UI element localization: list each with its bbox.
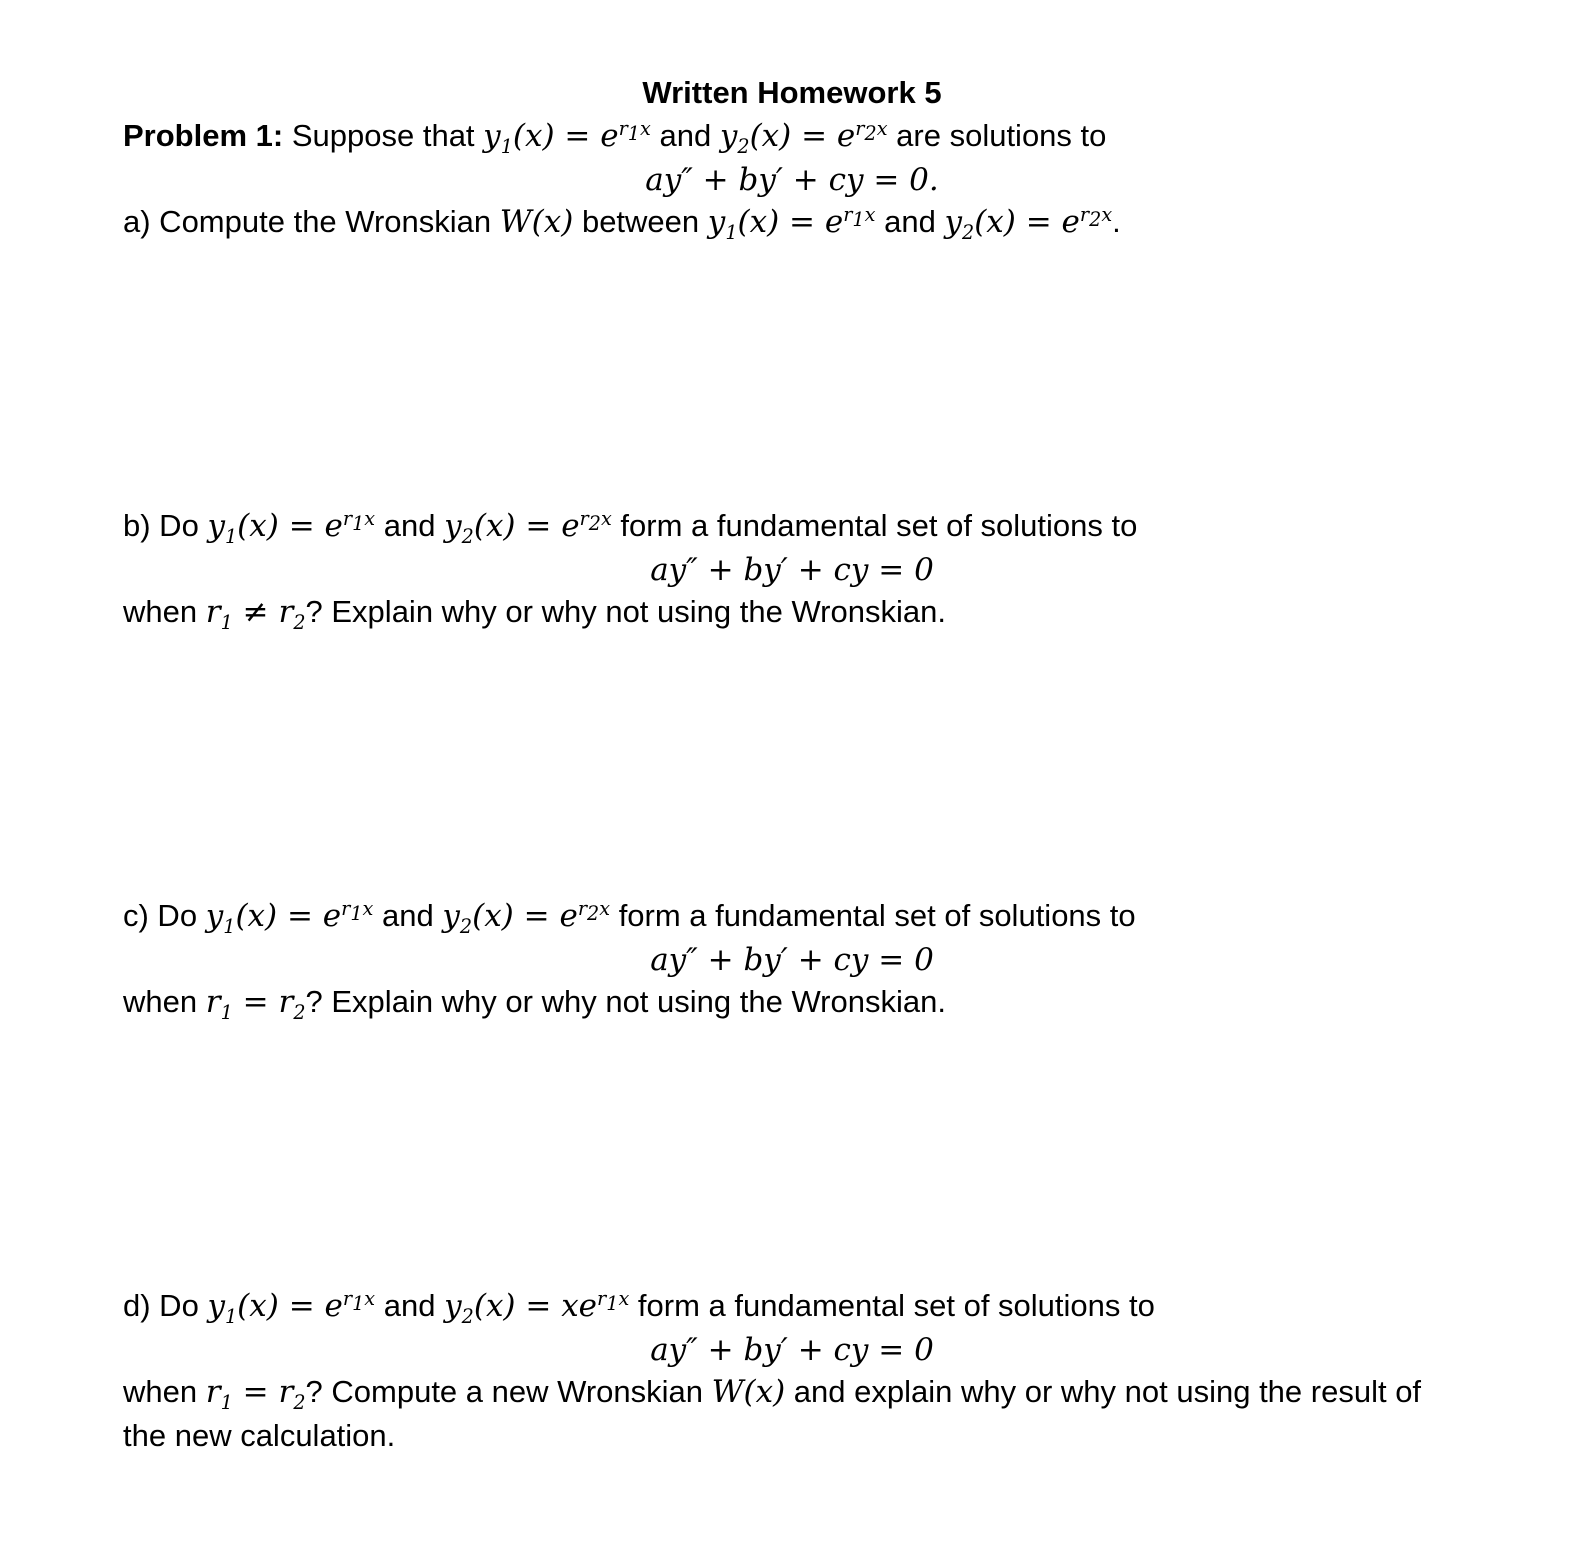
problem-1-label: Problem 1: — [123, 118, 284, 153]
part-c-question: c) Do $y_1(x) = e^{r_1x}$ and $y_2(x) = e^{r_2x}$ form a fundamental set of solutions to — [123, 896, 1136, 939]
math-y1: $y_1(x) = e^{r_1x}$ — [483, 116, 651, 159]
math-y2: $y_2(x) = e^{r_2x}$ — [719, 116, 888, 159]
ode-equation-d: ay″ + by′ + cy = 0 — [650, 1332, 934, 1368]
part-d-condition: when $r_1 = r_2$? Compute a new Wronskian W(x) and explain why or why not using the result of — [123, 1374, 1422, 1415]
ode-equation-problem: ay″ + by′ + cy = 0. — [645, 162, 939, 198]
page-title: Written Homework 5 — [642, 75, 942, 110]
part-b-question: b) Do $y_1(x) = e^{r_1x}$ and $y_2(x) = e^{r_2x}$ form a fundamental set of solutions to — [123, 506, 1138, 549]
part-a-question: a) Compute the Wronskian W(x) between $y_1(x) = e^{r_1x}$ and $y_2(x) = e^{r_2x}$. — [123, 202, 1121, 245]
part-c-condition: when $r_1 = r_2$? Explain why or why not using the Wronskian. — [123, 984, 946, 1025]
ode-equation-b: ay″ + by′ + cy = 0 — [650, 552, 934, 588]
part-b-condition: when $r_1 \ne r_2$? Explain why or why not using the Wronskian. — [123, 594, 946, 635]
problem-1-statement: Problem 1: Suppose that $y_1(x) = e^{r_1x}$ and $y_2(x) = e^{r_2x}$ are solutions to — [123, 116, 1107, 159]
ode-equation-c: ay″ + by′ + cy = 0 — [650, 942, 934, 978]
part-d-question: d) Do $y_1(x) = e^{r_1x}$ and $y_2(x) = xe^{r_1x}$ form a fundamental set of solutions to — [123, 1286, 1155, 1329]
part-d-condition-continued: the new calculation. — [123, 1418, 396, 1453]
